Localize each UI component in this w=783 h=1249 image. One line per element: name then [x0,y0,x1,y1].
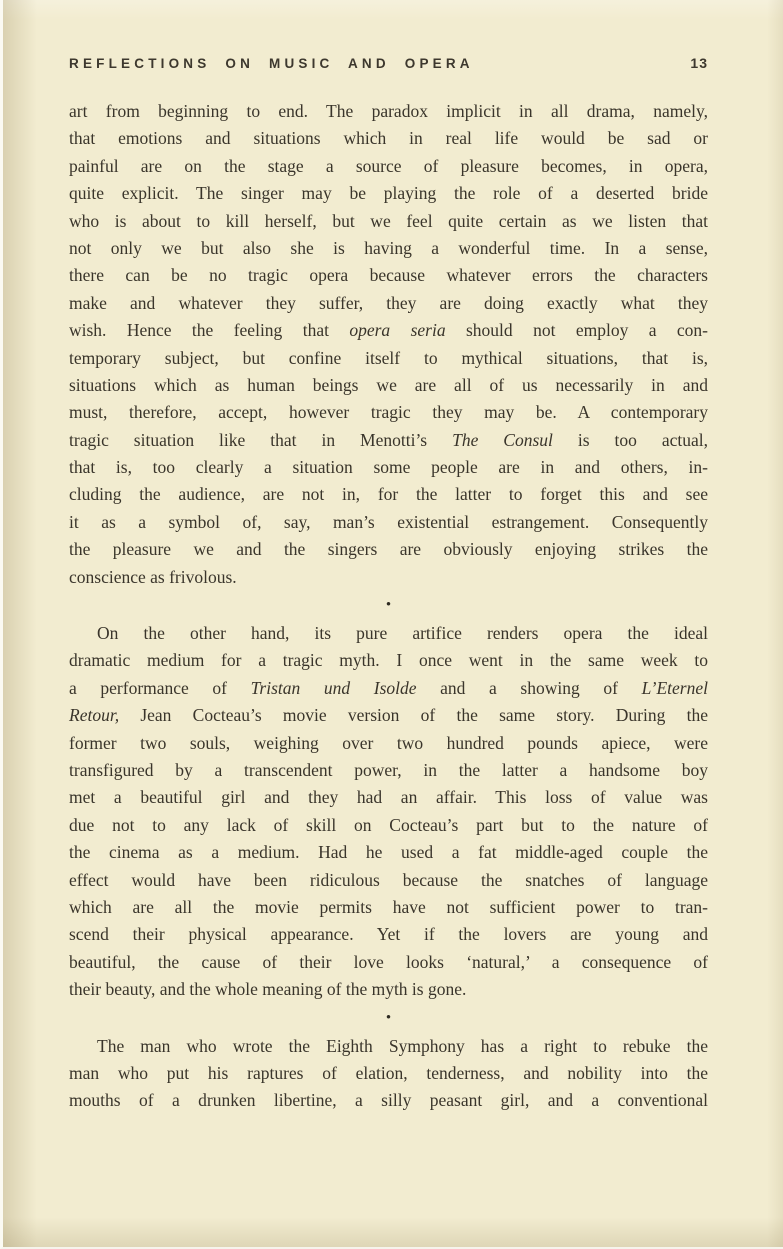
text-line: situations which as human beings we are all of us necessarily in and [69,374,708,395]
text-line: Retour, Jean Cocteau’s movie version of the same story. During the [69,705,708,726]
running-head-title: REFLECTIONS ON MUSIC AND OPERA [69,56,474,71]
paragraph [69,1033,708,1115]
text-line: former two souls, weighing over two hundred pounds apiece, were [69,732,708,753]
page-content [69,55,708,1115]
text-line: beautiful, the cause of their love looks ‘natural,’ a consequence of [69,951,708,972]
text-line: which are all the movie permits have not sufficient power to tran- [69,896,708,917]
text-line: it as a symbol of, say, man’s existential estrangement. Consequently [69,511,708,532]
paragraph [69,620,708,1003]
text-line: that emotions and situations which in real life would be sad or [69,128,708,149]
text-line: that is, too clearly a situation some people are in and others, in- [69,457,708,478]
text-line: a performance of Tristan und Isolde and a showing of L’Eternel [69,677,708,698]
text-line: due not to any lack of skill on Cocteau’s part but to the nature of [69,814,708,835]
text-line: man who put his raptures of elation, tenderness, and nobility into the [69,1062,708,1083]
text-line: not only we but also she is having a wonderful time. In a sense, [69,237,708,258]
body-text [69,98,708,1115]
text-line: wish. Hence the feeling that opera seria should not employ a con- [69,320,708,341]
text-line: transfigured by a transcendent power, in the latter a handsome boy [69,759,708,780]
text-line: met a beautiful girl and they had an affair. This loss of value was [69,787,708,808]
page-number: 13 [690,55,708,71]
text-line: must, therefore, accept, however tragic they may be. A contemporary [69,402,708,423]
text-line: tragic situation like that in Menotti’s The Consul is too actual, [69,429,708,450]
text-line: make and whatever they suffer, they are doing exactly what they [69,292,708,313]
section-separator-dot: • [385,1009,392,1026]
text-line: cluding the audience, are not in, for the latter to forget this and see [69,484,708,505]
text-line: dramatic medium for a tragic myth. I once went in the same week to [69,650,708,671]
text-line: there can be no tragic opera because whatever errors the characters [69,265,708,286]
text-line: mouths of a drunken libertine, a silly peasant girl, and a conventional [69,1090,708,1111]
text-line: conscience as frivolous. [69,566,237,587]
text-line: the pleasure we and the singers are obviously enjoying strikes the [69,539,708,560]
text-line: effect would have been ridiculous because the snatches of language [69,869,708,890]
text-line: On the other hand, its pure artifice renders opera the ideal [97,623,708,644]
text-line: who is about to kill herself, but we feel quite certain as we listen that [69,210,708,231]
text-line: the cinema as a medium. Had he used a fat middle-aged couple the [69,842,708,863]
text-line: painful are on the stage a source of pleasure becomes, in opera, [69,155,708,176]
text-line: scend their physical appearance. Yet if the lovers are young and [69,924,708,945]
text-line: quite explicit. The singer may be playing the role of a deserted bride [69,183,708,204]
text-line: The man who wrote the Eighth Symphony has a right to rebuke the [97,1035,708,1056]
page-header [69,55,708,71]
text-line: temporary subject, but confine itself to mythical situations, that is, [69,347,708,368]
section-separator-dot: • [385,597,392,614]
text-line: their beauty, and the whole meaning of the myth is gone. [69,979,467,1000]
text-line: art from beginning to end. The paradox implicit in all drama, namely, [69,101,708,121]
paragraph [69,98,708,591]
